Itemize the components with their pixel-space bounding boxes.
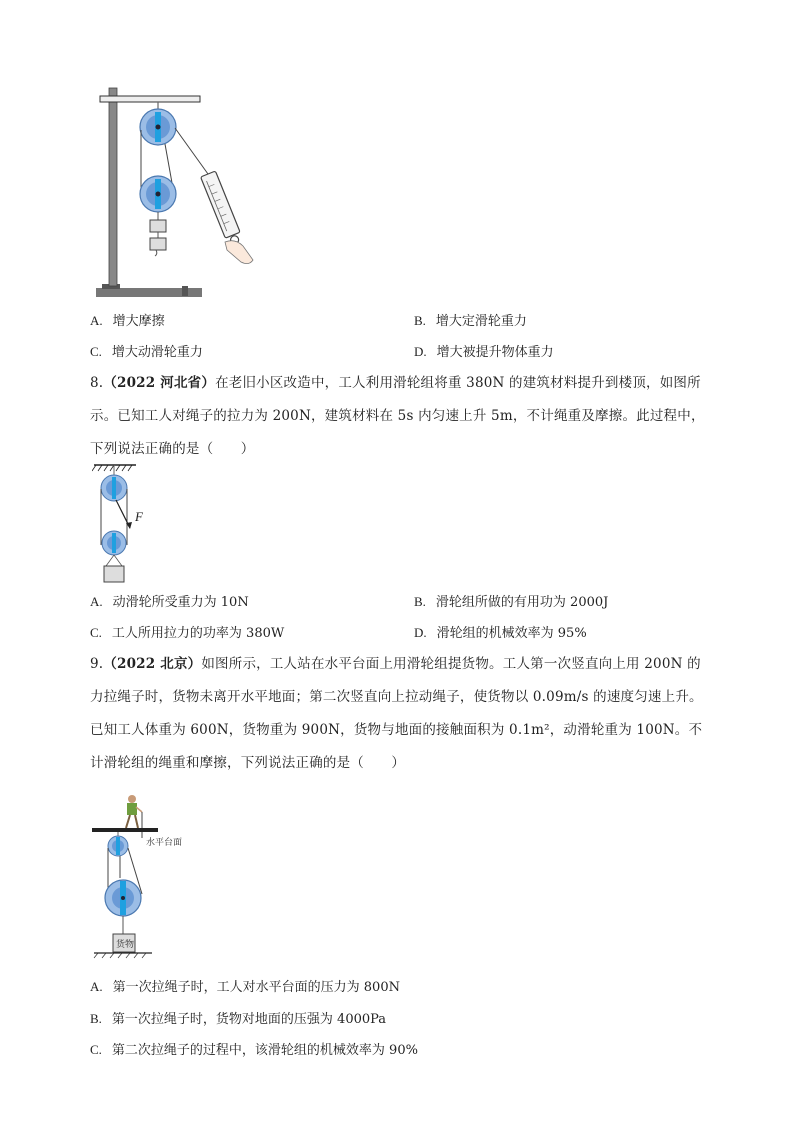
q8-option-c[interactable]: C. 工人所用拉力的功率为 380W (90, 625, 285, 641)
q7-option-d[interactable]: D. 增大被提升物体重力 (414, 344, 554, 360)
q9-option-a[interactable]: A. 第一次拉绳子时，工人对水平台面的压力为 800N (90, 979, 400, 995)
q8-stem: 8.（2022 河北省）在老旧小区改造中，工人利用滑轮组将重 380N 的建筑材料提升到楼顶，如图所示。已知工人对绳子的拉力为 200N，建筑材料在 5s 内匀速上升 5m，不计绳重及摩擦。此过程中，下列说法正确的是（ ） (90, 375, 705, 457)
q8-option-d[interactable]: D. 滑轮组的机械效率为 95% (414, 625, 587, 641)
q8-option-a[interactable]: A. 动滑轮所受重力为 10N (90, 594, 249, 610)
pulley-stand-figure (90, 82, 260, 300)
force-label-f: F (135, 509, 143, 524)
q9-option-c[interactable]: C. 第二次拉绳子的过程中，该滑轮组的机械效率为 90% (90, 1042, 418, 1058)
q7-option-c[interactable]: C. 增大动滑轮重力 (90, 344, 203, 360)
q9-stem: 9.（2022 北京）如图所示，工人站在水平台面上用滑轮组提货物。工人第一次竖直向上用 200N 的力拉绳子时，货物未离开水平地面；第二次竖直向上拉动绳子，使货物以 0.09m/s 的速度匀速上升。已知工人体重为 600N，货物重为 900N，货物与地面的接触面积为 0.1m²，动滑轮重为 100N。不计滑轮组的绳重和摩擦，下列说法正确的是（ ） (90, 656, 703, 771)
q8-option-b[interactable]: B. 滑轮组所做的有用功为 2000J (414, 594, 609, 610)
worker-platform-figure (90, 790, 200, 960)
platform-label: 水平台面 (146, 838, 183, 848)
q7-option-a[interactable]: A. 增大摩擦 (90, 313, 165, 329)
q9-option-b[interactable]: B. 第一次拉绳子时，货物对地面的压强为 4000Pa (90, 1011, 387, 1027)
pulley-block-figure-q8 (92, 463, 162, 585)
q7-option-b[interactable]: B. 增大定滑轮重力 (414, 313, 527, 329)
cargo-label: 货物 (116, 940, 135, 950)
